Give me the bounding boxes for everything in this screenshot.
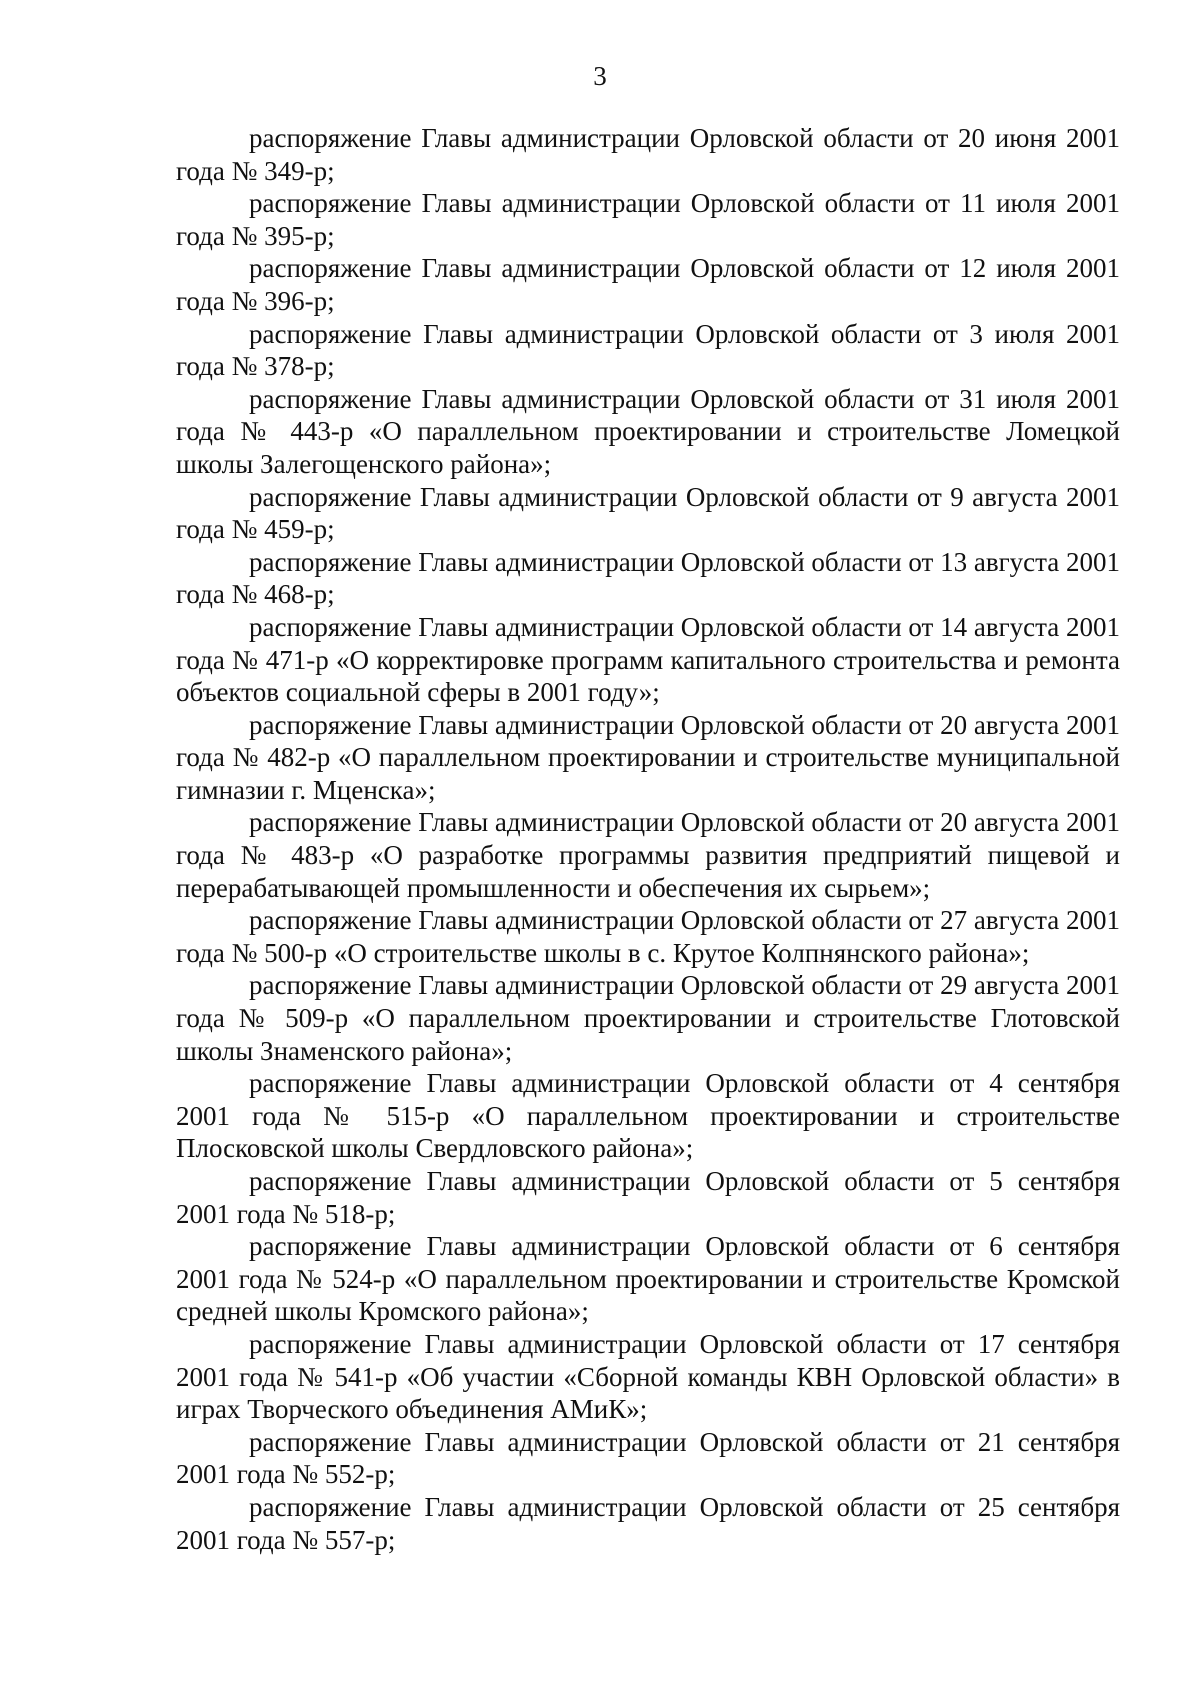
- paragraph-1: распоряжение Главы администрации Орловской области от 20 июня 2001 года № 349-р;: [176, 123, 1120, 186]
- paragraph-4: распоряжение Главы администрации Орловской области от 3 июля 2001 года № 378-р;: [176, 318, 1120, 382]
- paragraph-3: распоряжение Главы администрации Орловской области от 12 июля 2001 года № 396-р;: [176, 253, 1120, 316]
- paragraph-13: распоряжение Главы администрации Орловской области от 4 сентября 2001 года № 515-р «О параллельном проектировании и строительстве Плосковской школы Свердловского района»;: [176, 1068, 1120, 1164]
- paragraph-10: распоряжение Главы администрации Орловской области от 20 августа 2001 года № 483-р «О разработке программы развития предприятий пищевой и перерабатывающей промышленности и обеспечения их сырьем»;: [176, 807, 1121, 903]
- paragraph-7: распоряжение Главы администрации Орловской области от 13 августа 2001 года № 468-р;: [176, 546, 1121, 610]
- paragraph-14: распоряжение Главы администрации Орловской области от 5 сентября 2001 года № 518-р;: [176, 1166, 1120, 1229]
- paragraph-8: распоряжение Главы администрации Орловской области от 14 августа 2001 года № 471-р «О корректировке программ капитального строительства и ремонта объектов социальной сферы в 2001 году»;: [176, 611, 1121, 708]
- paragraph-12: распоряжение Главы администрации Орловской области от 29 августа 2001 года № 509-р «О параллельном проектировании и строительстве Глотовской школы Знаменского района»;: [176, 970, 1121, 1066]
- paragraph-16: распоряжение Главы администрации Орловской области от 17 сентября 2001 года № 541-р «Об участии «Сборной команды КВН Орловской области» в играх Творческого объединения АМиК»;: [176, 1328, 1120, 1425]
- paragraph-18: распоряжение Главы администрации Орловской области от 25 сентября 2001 года № 557-р;: [176, 1491, 1120, 1555]
- document-body: [176, 122, 1120, 1556]
- paragraph-9: распоряжение Главы администрации Орловской области от 20 августа 2001 года № 482-р «О параллельном проектировании и строительстве муниципальной гимназии г. Мценска»;: [176, 709, 1121, 805]
- paragraph-17: распоряжение Главы администрации Орловской области от 21 сентября 2001 года № 552-р;: [176, 1426, 1120, 1490]
- paragraph-5: распоряжение Главы администрации Орловской области от 31 июля 2001 года № 443-р «О параллельном проектировании и строительстве Ломецкой школы Залегощенского района»;: [176, 383, 1120, 479]
- paragraph-15: распоряжение Главы администрации Орловской области от 6 сентября 2001 года № 524-р «О параллельном проектировании и строительстве Кромской средней школы Кромского района»;: [176, 1231, 1120, 1327]
- paragraph-11: распоряжение Главы администрации Орловской области от 27 августа 2001 года № 500-р «О строительстве школы в с. Крутое Колпнянского района»;: [176, 905, 1121, 968]
- page-number: 3: [593, 61, 607, 91]
- paragraph-6: распоряжение Главы администрации Орловской области от 9 августа 2001 года № 459-р;: [176, 481, 1120, 545]
- paragraph-2: распоряжение Главы администрации Орловской области от 11 июля 2001 года № 395-р;: [176, 188, 1120, 251]
